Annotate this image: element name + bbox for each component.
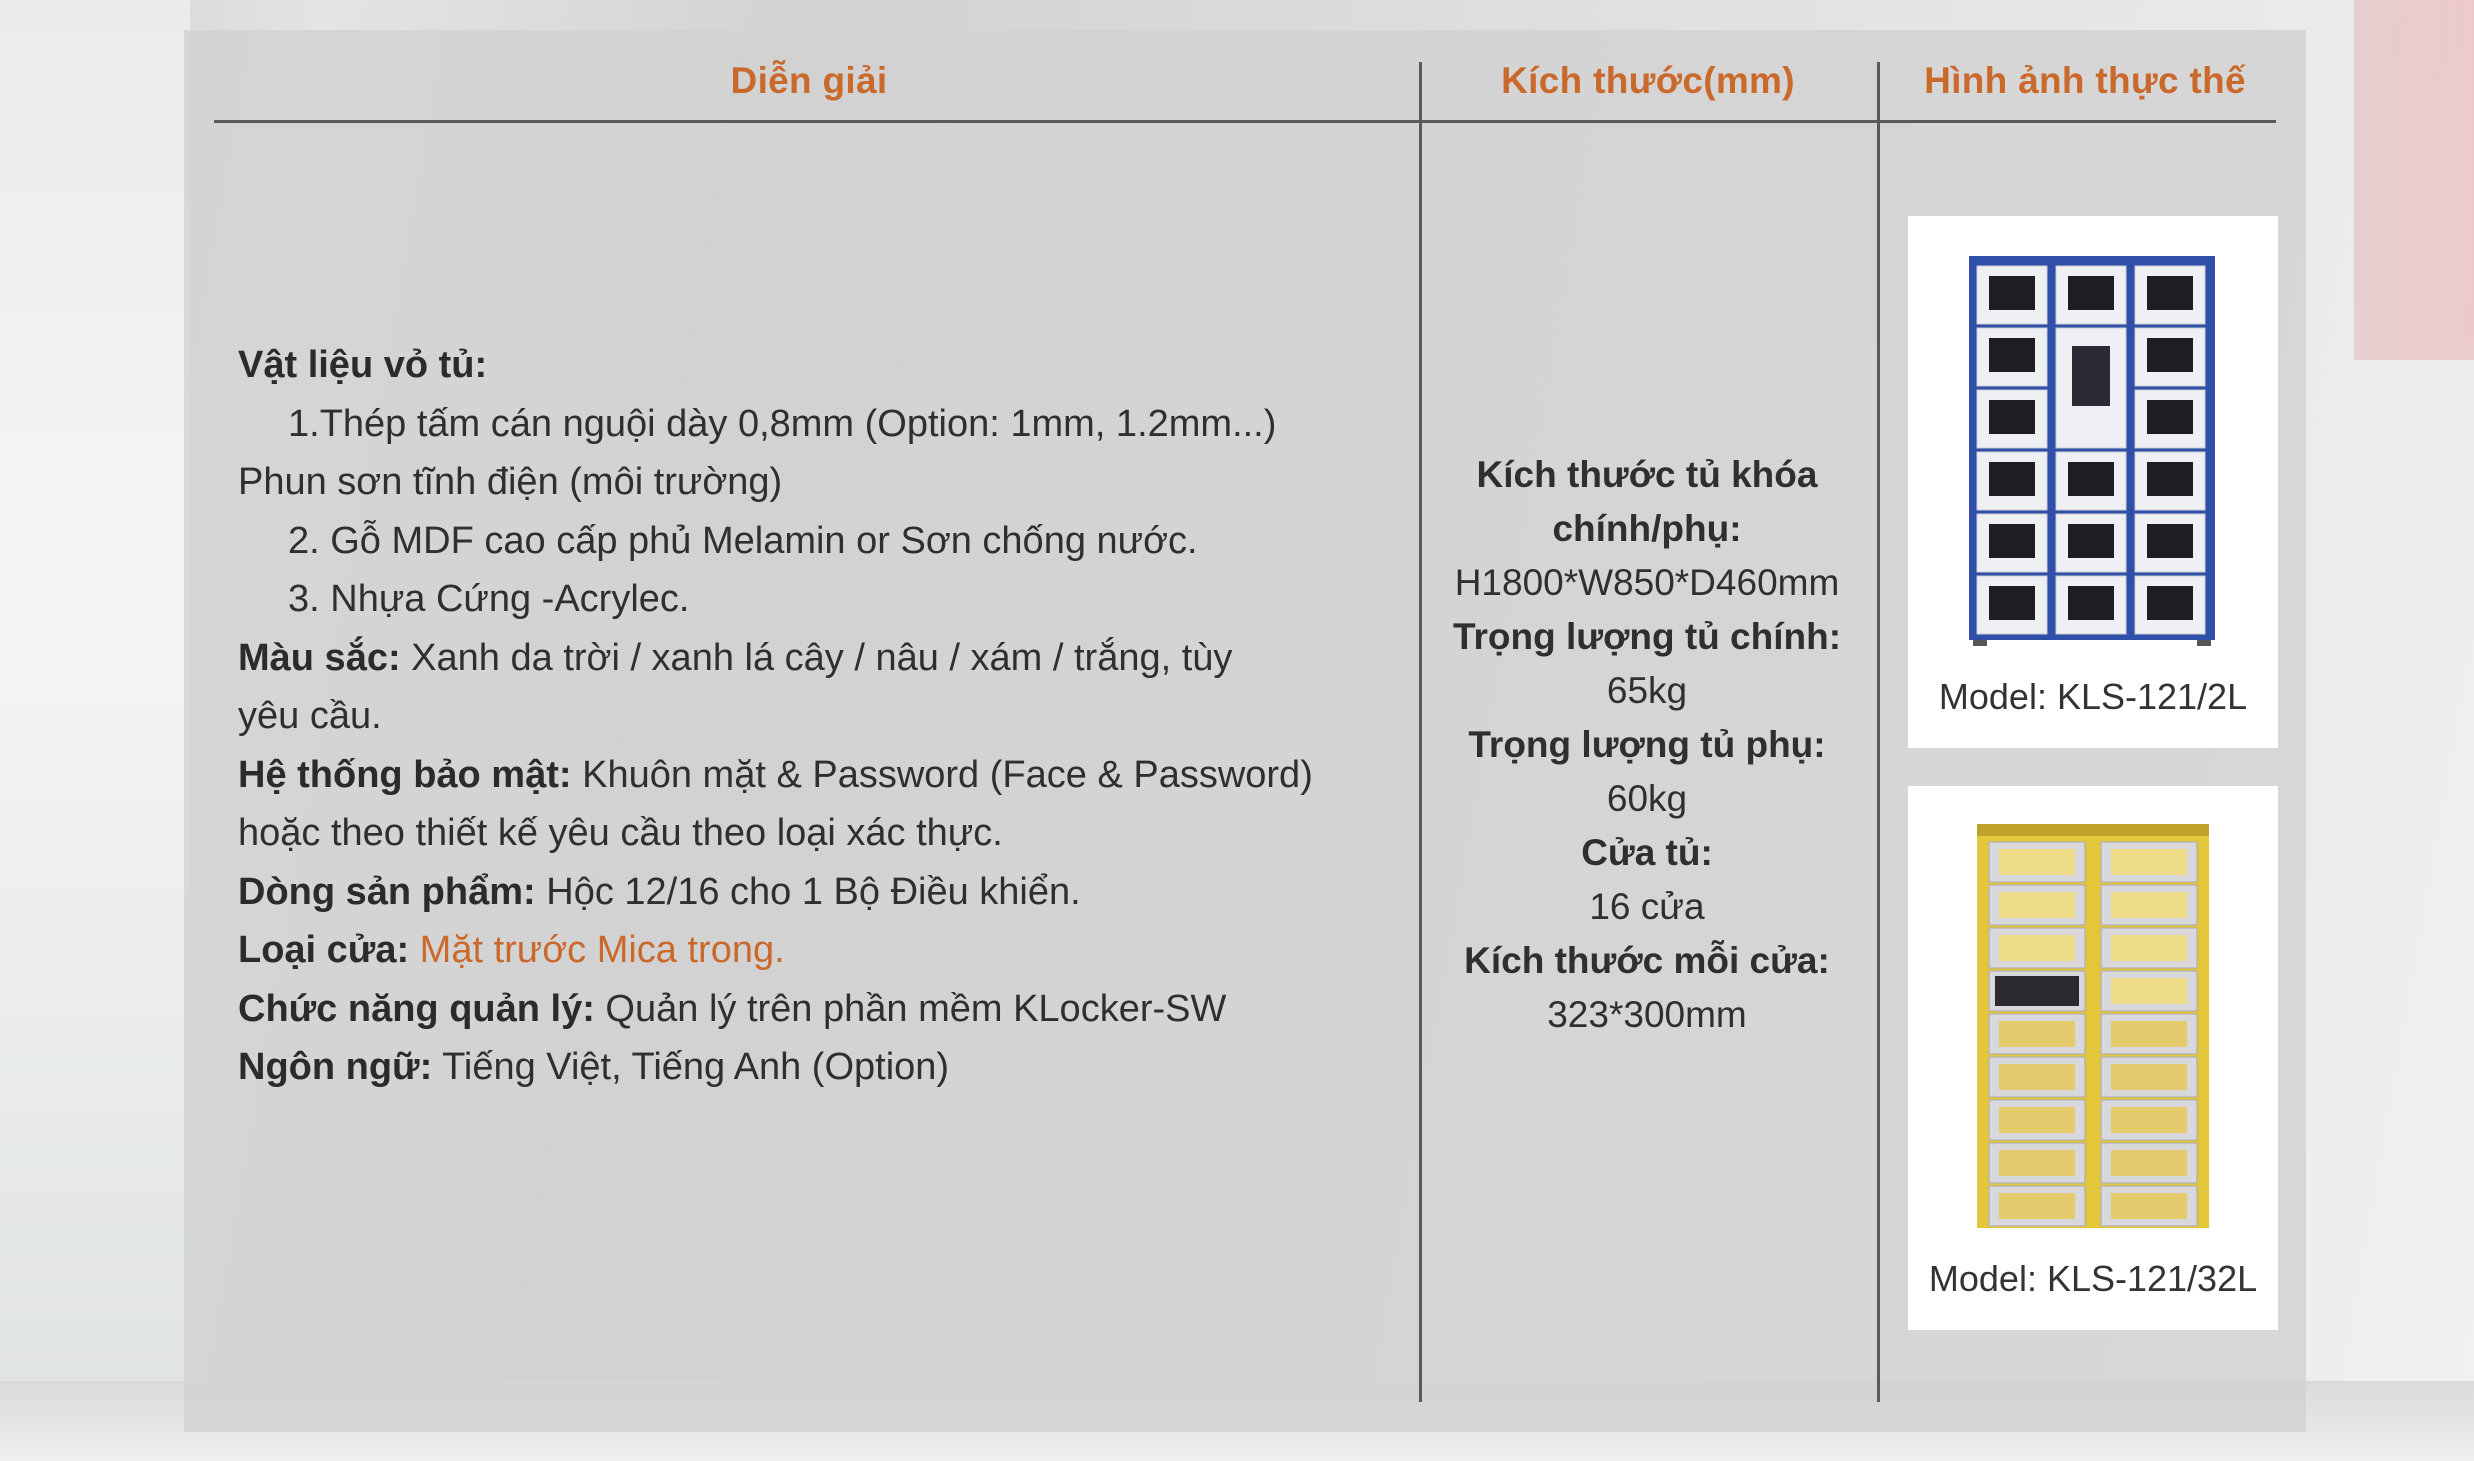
background-red-element [2354,0,2474,360]
locker-yellow-screen [1995,976,2079,1006]
locker-blue-door-window [2147,524,2193,558]
locker-blue-door-window [1989,462,2035,496]
header-description: Diễn giải [730,60,888,101]
security-value: Khuôn mặt & Password (Face & Password) [571,753,1313,796]
security-label: Hệ thống bảo mật: [238,753,572,796]
product-label: Dòng sản phẩm: [238,870,536,913]
language-label: Ngôn ngữ: [238,1046,433,1088]
locker-yellow-door-window [1999,935,2075,961]
locker-blue-door-window [2147,586,2193,620]
product-card-kls-121-32l [1908,786,2278,1330]
background-window [0,0,190,1461]
header-rule [214,120,2276,123]
locker-yellow-door-window [1999,1150,2075,1176]
doors-label: Cửa tủ: [1581,832,1713,873]
locker-blue-door-window [1989,338,2035,372]
cabinet-size-value: H1800*W850*D460mm [1454,562,1840,603]
material-item-3: 3. Nhựa Cứng -Acrylec. [288,578,690,620]
locker-yellow-door-window [2111,1150,2187,1176]
security-row [238,746,1408,805]
locker-yellow-door-window [1999,1021,2075,1047]
door-size-label: Kích thước mỗi cửa: [1464,940,1830,981]
language-row [238,1038,1408,1097]
main-weight-label: Trọng lượng tủ chính: [1452,616,1842,657]
locker-yellow-door-window [1999,1193,2075,1219]
product-value: Hộc 12/16 cho 1 Bộ Điều khiển. [535,870,1081,913]
locker-blue-door-window [1989,400,2035,434]
product-caption-kls-121-32l: Model: KLS-121/32L [1928,1258,2258,1299]
main-weight-value: 65kg [1606,670,1688,711]
locker-blue-photo [1969,256,2215,646]
locker-blue-door-window [1989,276,2035,310]
material-item-1-cont: Phun sơn tĩnh điện (môi trường) [238,461,783,503]
management-value: Quản lý trên phần mềm KLocker-SW [594,987,1227,1030]
locker-yellow-door-window [2111,892,2187,918]
material-row [238,336,1408,395]
header-image: Hình ảnh thực thế [1924,60,2246,101]
product-card-kls-121-2l [1908,216,2278,748]
locker-yellow-door-window [1999,849,2075,875]
column-divider-1 [1419,62,1422,1402]
locker-blue-foot-left [1973,640,1987,646]
locker-yellow-photo [1977,824,2209,1228]
locker-yellow-door-window [2111,849,2187,875]
header-size: Kích thước(mm) [1501,60,1795,101]
product-row [238,863,1408,922]
cabinet-size-label-2: chính/phụ: [1552,508,1742,549]
color-label: Màu sắc: [238,636,401,679]
description-column [238,336,1408,1097]
material-item-2: 2. Gỗ MDF cao cấp phủ Melamin or Sơn chống nước. [288,519,1198,562]
locker-yellow-door-window [2111,1064,2187,1090]
door-label: Loại cửa: [238,929,410,971]
locker-yellow-door-window [1999,1064,2075,1090]
locker-blue-door-window [2147,276,2193,310]
locker-blue-door-window [2147,462,2193,496]
door-size-value: 323*300mm [1547,994,1747,1035]
locker-blue-door-window [2147,400,2193,434]
material-label: Vật liệu vỏ tủ: [238,344,488,386]
column-divider-2 [1877,62,1880,1402]
color-value: Xanh da trời / xanh lá cây / nâu / xám / trắng, tùy [400,636,1233,679]
color-row [238,629,1408,688]
cabinet-size-label-1: Kích thước tủ khóa [1476,454,1818,495]
security-value-cont: hoặc theo thiết kế yêu cầu theo loại xác thực. [238,812,1003,854]
locker-blue-door-window [2068,276,2114,310]
color-value-cont: yêu cầu. [238,695,382,737]
size-column [1426,448,1868,1042]
sub-weight-label: Trọng lượng tủ phụ: [1468,724,1826,765]
language-value: Tiếng Việt, Tiếng Anh (Option) [432,1046,950,1088]
locker-yellow-door-window [1999,1107,2075,1133]
management-label: Chức năng quản lý: [238,987,595,1030]
product-caption-kls-121-2l: Model: KLS-121/2L [1938,676,2248,717]
locker-yellow-door-window [2111,978,2187,1004]
locker-blue-door-window [2068,462,2114,496]
door-value: Mặt trước Mica trong. [409,929,785,971]
locker-blue-foot-right [2197,640,2211,646]
management-row [238,980,1408,1039]
material-item-1: 1.Thép tấm cán nguội dày 0,8mm (Option: 1mm, 1.2mm...) [288,402,1277,445]
locker-yellow-door-window [2111,1021,2187,1047]
door-row [238,921,1408,980]
sub-weight-value: 60kg [1606,778,1688,819]
locker-yellow-top-rail [1977,824,2209,836]
locker-blue-door-window [1989,586,2035,620]
locker-blue-door-window [2068,586,2114,620]
locker-yellow-door-window [2111,935,2187,961]
locker-yellow-door-window [2111,1107,2187,1133]
locker-blue-screen [2072,346,2110,406]
locker-blue-door-window [2068,524,2114,558]
doors-value: 16 cửa [1589,886,1705,927]
locker-yellow-door-window [2111,1193,2187,1219]
locker-blue-door-window [2147,338,2193,372]
locker-blue-door-window [1989,524,2035,558]
locker-yellow-door-window [1999,892,2075,918]
